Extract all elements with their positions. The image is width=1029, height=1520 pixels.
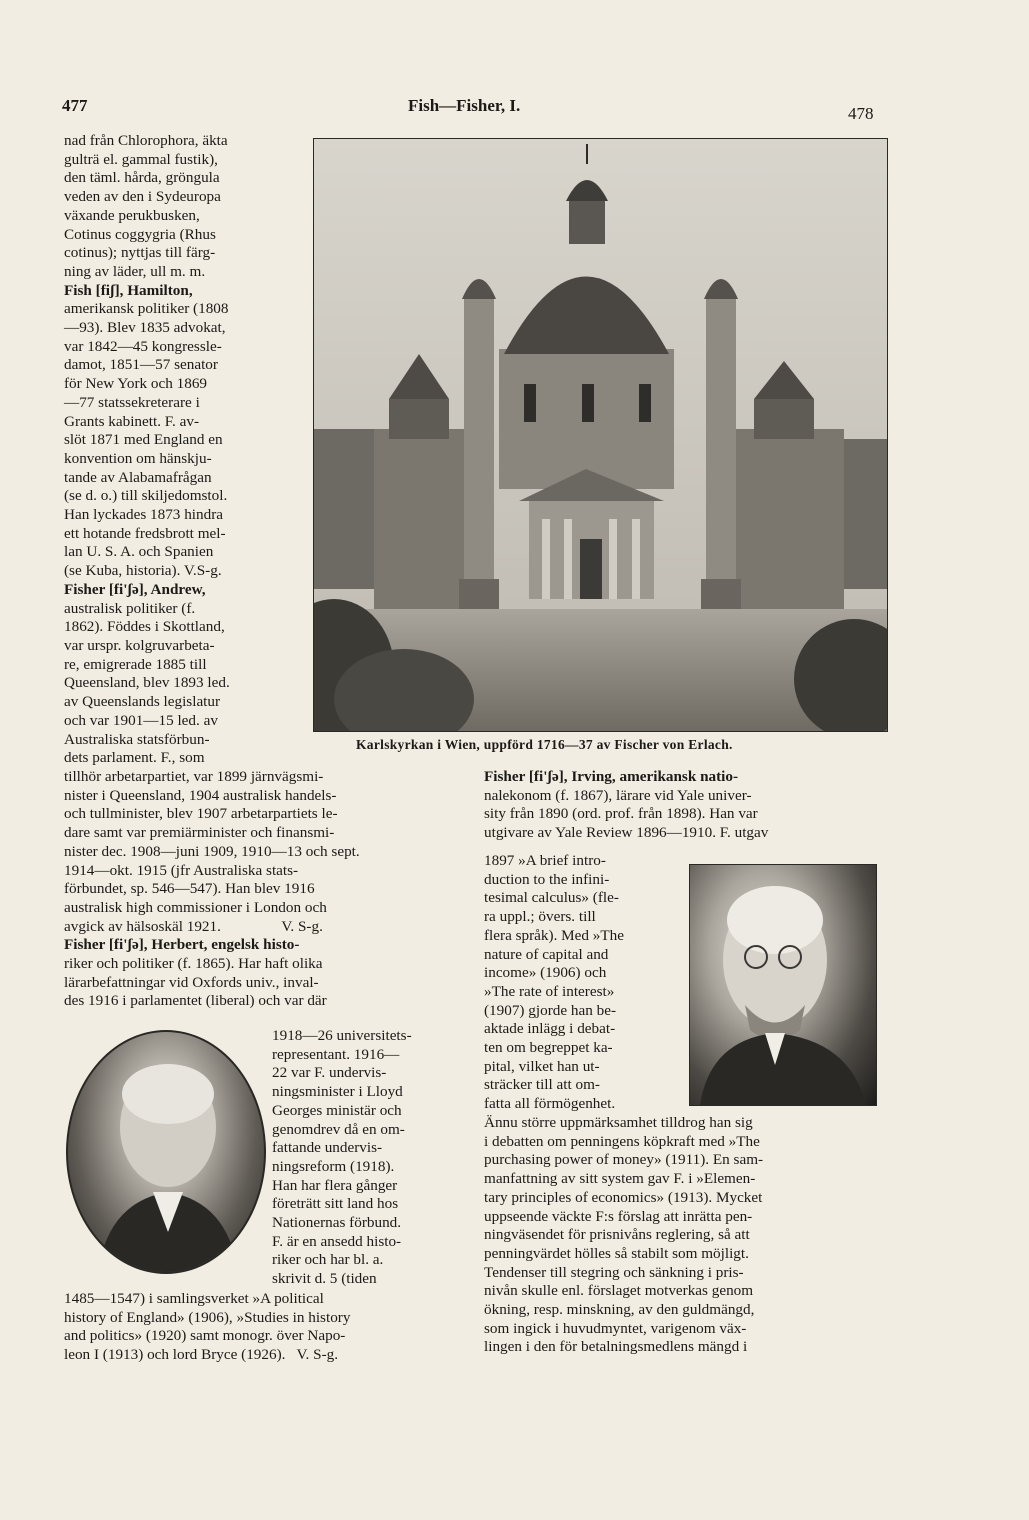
right-column-upper (484, 768, 878, 843)
text-line: penningvärdet hölles så stabilt som möjligt. (484, 1244, 749, 1262)
text-line: ökning, resp. minskning, av den guldmängd, (484, 1301, 755, 1319)
text-line: ten om begreppet ka- (484, 1039, 613, 1057)
text-line: 1914—okt. 1915 (jfr Australiska stats- (64, 861, 299, 879)
text-line: ra uppl.; övers. till (484, 908, 596, 926)
text-line: ning av läder, ull m. m. (64, 262, 206, 280)
text-line: tillhör arbetarpartiet, var 1899 järnvägsmi- (64, 768, 324, 785)
left-column-portrait-side (272, 1027, 462, 1289)
page-number-left: 477 (62, 96, 88, 115)
text-line: pital, vilket han ut- (484, 1057, 600, 1075)
church-caption: Karlskyrkan i Wien, uppförd 1716—37 av Fischer von Erlach. (356, 737, 733, 752)
text-line: representant. 1916— (272, 1045, 400, 1063)
text-line: —77 statssekreterare i (64, 393, 200, 411)
text-line: genomdrev då en om- (272, 1120, 405, 1138)
text-line: nivån skulle enl. förslaget motverkas genom (484, 1282, 754, 1300)
entry-heading-fish: Fish [fiʃ], Hamilton, (64, 281, 193, 299)
text-line: income» (1906) och (484, 964, 607, 982)
portrait-figure (690, 865, 876, 1105)
text-line: aktade inlägg i debat- (484, 1020, 616, 1038)
text-line: (se d. o.) till skiljedomstol. (64, 487, 228, 505)
text-line: i debatten om penningens köpkraft med »The (484, 1132, 760, 1150)
text-line: företrätt sitt land hos (272, 1195, 399, 1213)
text-line: konvention om hänskju- (64, 449, 212, 467)
text-line: veden av den i Sydeuropa (64, 188, 221, 206)
text-line: cotinus); nyttjas till färg- (64, 244, 216, 262)
text-line: Han har flera gånger (272, 1176, 398, 1194)
text-line: dare samt var premiärminister och finansmi- (64, 824, 335, 842)
text-line: Georges ministär och (272, 1101, 402, 1119)
text-line: fatta all förmögenhet. (484, 1095, 616, 1113)
text-line: av Queenslands legislatur (64, 693, 221, 711)
text-line: ningsreform (1918). (272, 1157, 395, 1175)
text-line: fattande undervis- (272, 1139, 383, 1157)
left-column-upper (64, 132, 304, 768)
text-line: Nationernas förbund. (272, 1214, 402, 1232)
text-line: damot, 1851—57 senator (64, 356, 218, 374)
herbert-fisher-portrait (66, 1030, 266, 1274)
text-line: nalekonom (f. 1867), lärare vid Yale univer- (484, 786, 752, 804)
text-line: gulträ el. gammal fustik), (64, 150, 218, 168)
text-line: riker och politiker (f. 1865). Har haft olika (64, 955, 323, 973)
text-line: Australiska statsförbun- (64, 730, 210, 748)
right-column-portrait-side (484, 852, 672, 1114)
right-column-lower (484, 1114, 878, 1357)
page-number-right: 478 (848, 104, 874, 123)
text-line: uppseende väckte F:s förslag att inrätta pen- (484, 1207, 753, 1225)
portrait-figure (68, 1032, 264, 1272)
text-line: Ännu större uppmärksamhet tilldrog han sig (484, 1114, 753, 1131)
text-line: nature of capital and (484, 945, 609, 963)
text-line: manfattning av sitt system gav F. i »Elemen- (484, 1170, 756, 1188)
text-line: 1862). Föddes i Skottland, (64, 618, 225, 636)
text-line: lingen i den för betalningsmedlens mängd i (484, 1338, 748, 1356)
text-line: nad från Chlorophora, äkta (64, 132, 228, 149)
text-line: utgivare av Yale Review 1896—1910. F. utgav (484, 824, 769, 842)
text-line: and politics» (1920) samt monogr. över Napo- (64, 1327, 346, 1345)
text-line: avgick av hälsoskäl 1921. V. S-g. (64, 917, 323, 935)
text-line: var 1842—45 kongressle- (64, 337, 222, 355)
text-line: australisk high commissioner i London och (64, 898, 327, 916)
text-line: re, emigrerade 1885 till (64, 655, 207, 673)
text-line: history of England» (1906), »Studies in history (64, 1308, 351, 1326)
text-line: Han lyckades 1873 hindra (64, 506, 224, 524)
text-line: lärarbefattningar vid Oxfords univ., inval- (64, 973, 319, 991)
text-line: Grants kabinett. F. av- (64, 412, 200, 430)
text-line: slöt 1871 med England en (64, 431, 223, 449)
text-line: sträcker till att om- (484, 1076, 600, 1094)
text-line: och tullminister, blev 1907 arbetarpartiets le- (64, 805, 338, 823)
text-line: sity från 1890 (ord. prof. från 1898). Han var (484, 805, 758, 823)
text-line: riker och har bl. a. (272, 1251, 384, 1269)
text-line: lan U. S. A. och Spanien (64, 543, 214, 561)
text-line: ett hotande fredsbrott mel- (64, 524, 226, 542)
text-line: dets parlament. F., som (64, 749, 205, 767)
left-column-lower (64, 1290, 462, 1365)
text-line: nister dec. 1908—juni 1909, 1910—13 och sept. (64, 842, 360, 860)
entry-heading-fisher-andrew: Fisher [fi'ʃə], Andrew, (64, 580, 206, 598)
text-line: —93). Blev 1835 advokat, (64, 319, 226, 337)
text-line: »The rate of interest» (484, 982, 615, 1000)
text-line: och var 1901—15 led. av (64, 711, 218, 729)
text-line: leon I (1913) och lord Bryce (1926). V. S-g. (64, 1346, 339, 1364)
text-line: förbundet, sp. 546—547). Han blev 1916 (64, 880, 315, 898)
text-line: duction to the infini- (484, 870, 610, 888)
entry-heading-fisher-irving: Fisher [fi'ʃə], Irving, amerikansk natio- (484, 768, 739, 785)
text-line: 22 var F. undervis- (272, 1064, 387, 1082)
text-line: nister i Queensland, 1904 australisk handels- (64, 786, 337, 804)
text-line: (1907) gjorde han be- (484, 1001, 617, 1019)
text-line: 1897 »A brief intro- (484, 852, 606, 869)
text-line: australisk politiker (f. (64, 599, 196, 617)
karlskyrkan-photo (313, 138, 888, 732)
text-line: Tendenser till stegring och sänkning i pris- (484, 1263, 744, 1281)
text-line: ningsminister i Lloyd (272, 1083, 403, 1101)
text-line: för New York och 1869 (64, 375, 208, 393)
text-line: ningväsendet för prisnivåns reglering, så att (484, 1226, 750, 1244)
text-line: skrivit d. 5 (tiden (272, 1270, 377, 1288)
text-line: Queensland, blev 1893 led. (64, 674, 230, 692)
text-line: som ingick i huvudmyntet, varigenom väx- (484, 1319, 747, 1337)
church-illustration (314, 139, 887, 731)
text-line: var urspr. kolgruvarbeta- (64, 636, 215, 654)
text-line: flera språk). Med »The (484, 926, 625, 944)
entry-heading-fisher-herbert: Fisher [fi'ʃə], Herbert, engelsk histo- (64, 936, 300, 954)
text-line: tande av Alabamafrågan (64, 468, 212, 486)
text-line: (se Kuba, historia). V.S-g. (64, 562, 222, 580)
text-line: tesimal calculus» (fle- (484, 889, 619, 907)
text-line: 1485—1547) i samlingsverket »A political (64, 1290, 324, 1307)
text-line: purchasing power of money» (1911). En sam- (484, 1151, 764, 1169)
text-line: 1918—26 universitets- (272, 1027, 412, 1044)
text-line: den täml. hårda, gröngula (64, 169, 220, 187)
running-head: Fish—Fisher, I. (408, 96, 521, 115)
text-line: Cotinus coggygria (Rhus (64, 225, 216, 243)
text-line: tary principles of economics» (1913). Mycket (484, 1188, 763, 1206)
left-column-middle (64, 768, 462, 1011)
text-line: växande perukbusken, (64, 206, 200, 224)
text-line: amerikansk politiker (1808 (64, 300, 229, 318)
irving-fisher-portrait (689, 864, 877, 1106)
text-line: F. är en ansedd histo- (272, 1232, 402, 1250)
text-line: des 1916 i parlamentet (liberal) och var där (64, 992, 327, 1010)
